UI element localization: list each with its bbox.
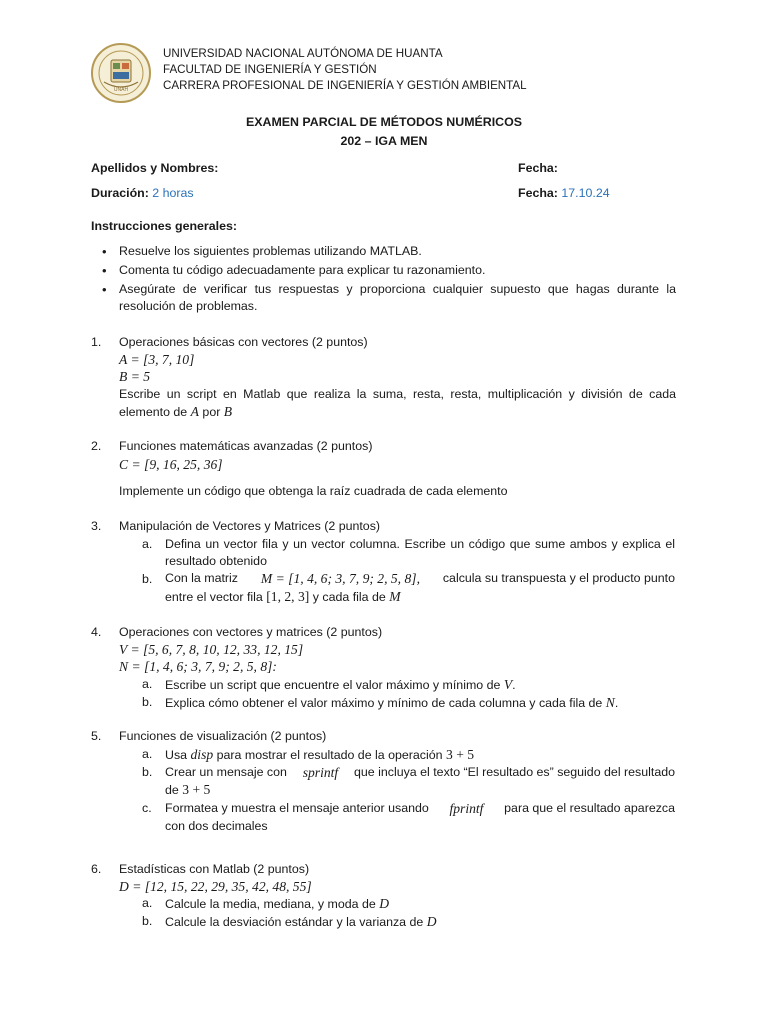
problem-5-b-label: b. xyxy=(142,765,153,779)
text: Escribe un script que encuentre el valor máximo y mínimo de xyxy=(165,678,501,692)
duration-value: 2 horas xyxy=(152,186,194,200)
problem-6-title: Estadísticas con Matlab (2 puntos) xyxy=(119,862,310,876)
instruction-3-line2: resolución de problemas. xyxy=(119,299,258,313)
problem-1-eq-b: B = 5 xyxy=(119,369,151,384)
text: entre el vector fila xyxy=(165,590,263,604)
var-b: B xyxy=(223,404,233,419)
problem-4-number: 4. xyxy=(91,625,102,639)
var-v: V xyxy=(503,677,513,692)
duration xyxy=(91,186,194,200)
problem-3-a-label: a. xyxy=(142,537,153,551)
problem-4-eq-n: N = [1, 4, 6; 3, 7, 9; 2, 5, 8]: xyxy=(119,659,277,674)
problem-5-a-label: a. xyxy=(142,747,153,761)
date-label-2: Fecha: xyxy=(518,186,558,200)
var-d: D xyxy=(379,896,390,911)
text: para mostrar el resultado de la operación xyxy=(216,748,443,762)
date-value: 17.10.24 xyxy=(561,186,610,200)
header-faculty: FACULTAD DE INGENIERÍA Y GESTIÓN xyxy=(163,63,377,76)
var-n: N xyxy=(605,695,615,710)
expr: 3 + 5 xyxy=(182,782,211,797)
problem-1-title: Operaciones básicas con vectores (2 puntos) xyxy=(119,335,368,349)
problem-3-b-label: b. xyxy=(142,572,153,586)
header-career: CARRERA PROFESIONAL DE INGENIERÍA Y GESTIÓN AMBIENTAL xyxy=(163,79,527,92)
problem-5-a-text xyxy=(165,746,675,764)
text: elemento de xyxy=(119,405,188,419)
text: para que el resultado aparezca xyxy=(504,801,675,815)
fn-disp: disp xyxy=(190,747,214,762)
problem-5-c-line1 xyxy=(165,800,675,817)
problem-1-text-line1: Escribe un script en Matlab que realiza la suma, resta, resta, multiplicación y división de cada xyxy=(119,387,676,401)
problem-2-text: Implemente un código que obtenga la raíz cuadrada de cada elemento xyxy=(119,484,508,498)
problem-4-b-label: b. xyxy=(142,695,153,709)
logo-label: UNAH xyxy=(113,87,129,93)
problem-6-number: 6. xyxy=(91,862,102,876)
text: Con la matriz xyxy=(165,571,238,585)
text: que incluya el texto “El resultado es” seguido del resultado xyxy=(354,765,675,779)
fn-fprintf: fprintf xyxy=(449,801,484,816)
problem-4-a-label: a. xyxy=(142,677,153,691)
problem-2-eq-c: C = [9, 16, 25, 36] xyxy=(119,457,223,472)
text: Calcule la desviación estándar y la varianza de xyxy=(165,915,424,929)
header-university: UNIVERSIDAD NACIONAL AUTÓNOMA DE HUANTA xyxy=(163,47,443,60)
var-m: M xyxy=(389,589,401,604)
problem-5-c-label: c. xyxy=(142,801,152,815)
row-vector: [1, 2, 3] xyxy=(266,589,310,604)
problem-4-b-text xyxy=(165,694,675,712)
university-seal-icon xyxy=(90,42,152,104)
text: . xyxy=(512,678,516,692)
instruction-1: Resuelve los siguientes problemas utilizando MATLAB. xyxy=(119,244,422,258)
problem-3-title: Manipulación de Vectores y Matrices (2 puntos) xyxy=(119,519,381,533)
problem-3-b-line2 xyxy=(165,588,675,606)
problem-3-a-line2: resultado obtenido xyxy=(165,554,267,568)
text: . xyxy=(614,696,619,710)
bullet-icon: • xyxy=(102,263,107,278)
var-a: A xyxy=(190,404,199,419)
duration-label: Duración: xyxy=(91,186,149,200)
text: Usa xyxy=(165,748,188,762)
date-2 xyxy=(518,186,610,200)
text: Formatea y muestra el mensaje anterior usando xyxy=(165,801,429,815)
problem-5-c-line2: con dos decimales xyxy=(165,819,268,833)
fn-sprintf: sprintf xyxy=(302,765,339,780)
instruction-3-line1: Asegúrate de verificar tus respuestas y proporciona cualquier supuesto que hagas durante la xyxy=(119,282,676,296)
problem-3-number: 3. xyxy=(91,519,102,533)
problem-3-a-line1: Defina un vector fila y un vector columna. Escribe un código que sume ambos y explica el xyxy=(165,537,675,551)
text: de xyxy=(165,783,179,797)
bullet-icon: • xyxy=(102,244,107,259)
problem-1-text-line2 xyxy=(119,403,676,421)
text: por xyxy=(202,405,221,419)
expr: 3 + 5 xyxy=(446,747,475,762)
problem-5-b-line2 xyxy=(165,781,675,799)
exam-code: 202 – IGA MEN xyxy=(340,134,428,148)
text: Explica cómo obtener el valor máximo y mínimo de cada columna y cada fila de xyxy=(165,696,603,710)
problem-6-a-text xyxy=(165,895,675,913)
var-d: D xyxy=(426,914,437,929)
text: Calcule la media, mediana, y moda de xyxy=(165,897,376,911)
problem-2-number: 2. xyxy=(91,439,102,453)
text: Crear un mensaje con xyxy=(165,765,287,779)
problem-4-a-text xyxy=(165,676,675,694)
bullet-icon: • xyxy=(102,282,107,297)
problem-6-b-label: b. xyxy=(142,914,153,928)
problem-5-b-line1 xyxy=(165,764,675,781)
instructions-heading: Instrucciones generales: xyxy=(91,219,237,233)
problem-3-b-line1 xyxy=(165,570,675,587)
text: y cada fila de xyxy=(312,590,386,604)
text: calcula su transpuesta y el producto punto xyxy=(442,571,675,585)
problem-5-number: 5. xyxy=(91,729,102,743)
problem-6-b-text xyxy=(165,913,675,931)
problem-5-title: Funciones de visualización (2 puntos) xyxy=(119,729,327,743)
problem-4-eq-v: V = [5, 6, 7, 8, 10, 12, 33, 12, 15] xyxy=(119,642,304,657)
date-label-1: Fecha: xyxy=(518,161,558,175)
names-label: Apellidos y Nombres: xyxy=(91,161,219,175)
instruction-2: Comenta tu código adecuadamente para explicar tu razonamiento. xyxy=(119,263,486,277)
matrix-m: M = [1, 4, 6; 3, 7, 9; 2, 5, 8], xyxy=(260,571,420,586)
university-logo xyxy=(90,42,152,104)
problem-1-number: 1. xyxy=(91,335,102,349)
problem-6-eq-d: D = [12, 15, 22, 29, 35, 42, 48, 55] xyxy=(119,879,312,894)
problem-2-title: Funciones matemáticas avanzadas (2 puntos) xyxy=(119,439,373,453)
problem-1-eq-a: A = [3, 7, 10] xyxy=(119,352,195,367)
problem-4-title: Operaciones con vectores y matrices (2 puntos) xyxy=(119,625,383,639)
problem-6-a-label: a. xyxy=(142,896,153,910)
exam-title: EXAMEN PARCIAL DE MÉTODOS NUMÉRICOS xyxy=(245,115,523,129)
